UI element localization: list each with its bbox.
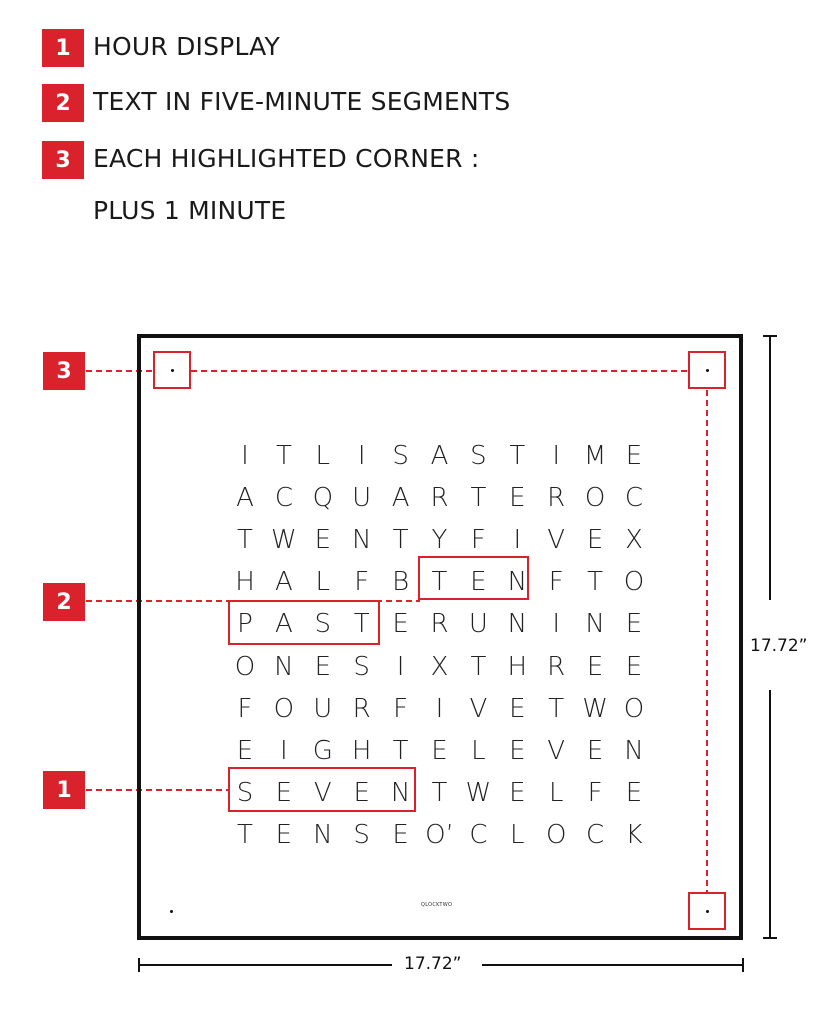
letter-cell: E — [470, 567, 487, 598]
letter-cell: T — [470, 483, 487, 514]
letter-cell: E — [275, 777, 293, 808]
letter-cell: V — [469, 693, 488, 724]
letter-cell: C — [586, 819, 605, 850]
letter-cell: F — [237, 693, 253, 724]
corner-dot-top-right — [706, 369, 709, 372]
letter-cell: T — [548, 693, 565, 724]
letter-cell: O’ — [425, 819, 454, 850]
letter-cell: W — [271, 525, 297, 556]
letter-cell: E — [275, 819, 293, 850]
letter-cell: E — [509, 693, 526, 724]
letter-cell: N — [313, 819, 333, 850]
letter-cell: H — [351, 735, 372, 766]
letter-cell: V — [547, 735, 566, 766]
letter-cell: T — [353, 609, 370, 640]
letter-cell: F — [548, 567, 564, 598]
letter-cell: I — [552, 441, 561, 471]
brand-logo: QLOCKTWO — [421, 902, 453, 908]
letter-cell: L — [315, 567, 331, 598]
letter-cell: A — [274, 609, 293, 640]
letter-cell: L — [315, 441, 331, 471]
letter-cell: N — [507, 567, 528, 598]
letter-cell: S — [392, 441, 409, 471]
letter-cell: E — [314, 651, 332, 682]
letter-cell: T — [237, 819, 253, 850]
corner-dot-bottom-left — [170, 910, 173, 913]
height-dimension-label: 17.72” — [744, 636, 813, 656]
letter-cell: T — [392, 735, 409, 766]
letter-cell: N — [585, 609, 605, 640]
letter-cell: E — [392, 609, 409, 640]
letter-cell: T — [470, 651, 487, 682]
legend-badge-3: 3 — [42, 141, 84, 179]
callout-badge-hour: 1 — [43, 771, 85, 809]
letter-cell: L — [548, 777, 564, 808]
callout-badge-corner: 3 — [43, 352, 85, 390]
letter-cell: C — [274, 483, 293, 514]
letter-cell: R — [547, 651, 566, 682]
letter-cell: O — [545, 819, 567, 850]
letter-cell: I — [513, 525, 522, 556]
letter-cell: C — [624, 483, 644, 514]
letter-cell: N — [274, 651, 294, 682]
letter-cell: I — [435, 693, 444, 724]
letter-cell: F — [393, 693, 409, 724]
letter-cell: F — [587, 777, 603, 808]
legend-item-3 — [42, 140, 84, 180]
corner-dot-top-left — [171, 369, 174, 372]
letter-cell: L — [510, 819, 525, 850]
letter-cell: T — [275, 441, 292, 471]
letter-cell: E — [625, 609, 643, 640]
legend-item-1 — [42, 28, 84, 68]
letter-cell: X — [430, 651, 449, 682]
letter-cell: T — [587, 567, 604, 598]
letter-cell: S — [353, 651, 370, 682]
letter-cell: S — [236, 777, 254, 808]
highlight-seven — [228, 767, 416, 812]
letter-cell: U — [468, 609, 488, 640]
letter-cell: T — [237, 525, 253, 556]
letter-cell: T — [392, 525, 409, 556]
letter-cell: A — [236, 483, 254, 514]
letter-cell: A — [274, 567, 293, 598]
letter-cell: O — [234, 651, 256, 682]
letter-cell: E — [236, 735, 254, 766]
letter-cell: I — [280, 735, 288, 766]
letter-cell: T — [431, 777, 448, 808]
letter-cell: R — [352, 693, 371, 724]
legend-badge-1: 1 — [42, 29, 84, 67]
letter-cell: E — [314, 525, 332, 556]
letter-cell: S — [470, 441, 487, 471]
letter-cell: E — [392, 819, 409, 850]
letter-cell: I — [552, 609, 561, 640]
letter-cell: E — [509, 777, 526, 808]
letter-cell: S — [314, 609, 332, 640]
letter-cell: E — [431, 735, 448, 766]
letter-cell: U — [313, 693, 333, 724]
legend-label-1: HOUR DISPLAY — [93, 32, 280, 61]
letter-cell: T — [509, 441, 526, 471]
letter-cell: N — [507, 609, 528, 640]
letter-cell: B — [392, 567, 410, 598]
letter-cell: I — [357, 441, 366, 471]
letter-cell: E — [586, 525, 604, 556]
letter-cell: Y — [431, 525, 448, 556]
letter-cell: O — [584, 483, 606, 514]
letter-cell: N — [390, 777, 411, 808]
letter-cell: W — [465, 777, 492, 808]
letter-cell: G — [312, 735, 333, 766]
letter-cell: K — [625, 819, 643, 850]
letter-cell: O — [623, 567, 645, 598]
letter-cell: W — [582, 693, 608, 724]
letter-cell: F — [354, 567, 370, 598]
letter-cell: E — [509, 483, 526, 514]
letter-cell: V — [313, 777, 332, 808]
letter-cell: X — [625, 525, 643, 556]
legend-label-3: EACH HIGHLIGHTED CORNER : — [93, 144, 480, 173]
letter-cell: T — [431, 567, 448, 598]
letter-cell: V — [547, 525, 566, 556]
legend-label-3-continuation: PLUS 1 MINUTE — [93, 196, 287, 225]
letter-cell: R — [430, 483, 449, 514]
letter-cell: A — [430, 441, 449, 471]
letter-cell: E — [625, 651, 643, 682]
letter-cell: R — [430, 609, 449, 640]
legend-label-2: TEXT IN FIVE-MINUTE SEGMENTS — [93, 87, 511, 116]
letter-cell: I — [241, 441, 249, 471]
letter-cell: E — [625, 441, 643, 471]
letter-cell: F — [470, 525, 486, 556]
letter-cell: L — [471, 735, 486, 766]
highlight-past — [228, 600, 380, 645]
letter-cell: E — [509, 735, 526, 766]
letter-cell: U — [352, 483, 372, 514]
letter-cell: R — [547, 483, 566, 514]
letter-cell: P — [237, 609, 253, 640]
letter-cell: O — [273, 693, 295, 724]
letter-cell: N — [624, 735, 644, 766]
corner-dot-bottom-right — [706, 910, 709, 913]
letter-cell: O — [623, 693, 645, 724]
letter-cell: H — [507, 651, 528, 682]
letter-cell: I — [396, 651, 405, 682]
letter-cell: S — [353, 819, 370, 850]
letter-cell: N — [351, 525, 372, 556]
letter-cell: A — [391, 483, 410, 514]
callout-badge-text: 2 — [43, 583, 85, 621]
letter-cell: C — [469, 819, 488, 850]
letter-cell: E — [586, 651, 604, 682]
letter-cell: M — [583, 441, 607, 471]
letter-cell: Q — [312, 483, 334, 514]
letter-cell: E — [625, 777, 643, 808]
letter-cell: E — [353, 777, 370, 808]
legend-badge-2: 2 — [42, 84, 84, 122]
width-dimension-label: 17.72” — [398, 954, 467, 974]
letter-cell: H — [235, 567, 255, 598]
letter-cell: E — [586, 735, 604, 766]
highlight-ten — [418, 556, 529, 600]
legend-item-2 — [42, 83, 84, 123]
